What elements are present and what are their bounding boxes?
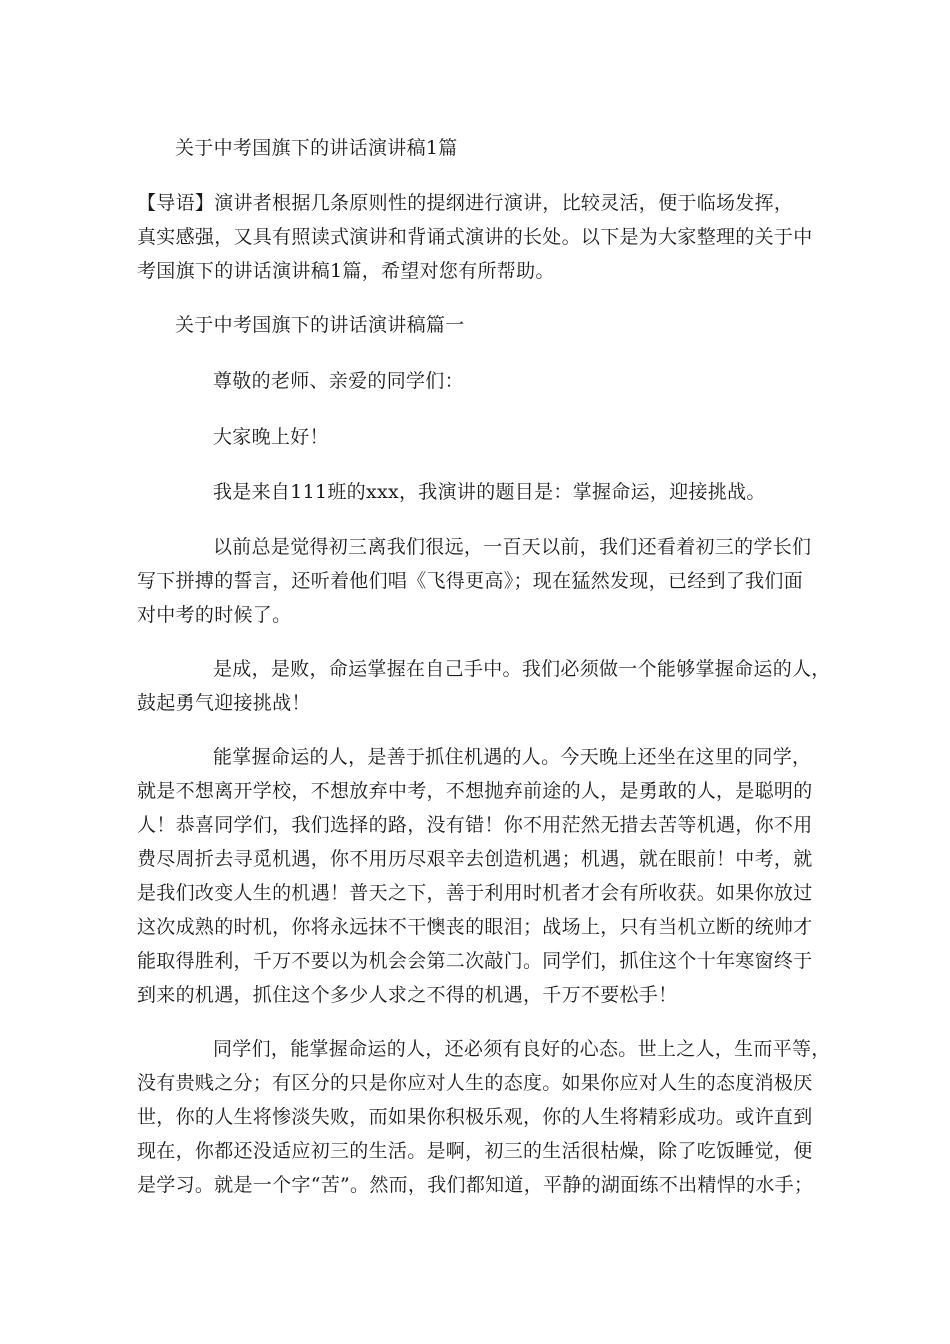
paragraph-3-line-3: 人！恭喜同学们，我们选择的路，没有错！你不用茫然无措去苦等机遇，你不用 — [137, 814, 813, 836]
intro-line-3: 考国旗下的讲话演讲稿1篇，希望对您有所帮助。 — [137, 260, 555, 282]
paragraph-3-line-7: 能取得胜利，千万不要以为机会会第二次敲门。同学们，抓住这个十年寒窗终于 — [137, 950, 813, 972]
paragraph-4-line-4: 现在，你都还没适应初三的生活。是啊，初三的生活很枯燥，除了吃饭睡觉，便 — [137, 1140, 813, 1162]
paragraph-2-line-2: 鼓起勇气迎接挑战！ — [137, 692, 311, 714]
paragraph-4-line-3: 世，你的人生将惨淡失败，而如果你积极乐观，你的人生将精彩成功。或许直到 — [137, 1106, 813, 1128]
intro-line-2: 真实感强，又具有照读式演讲和背诵式演讲的长处。以下是为大家整理的关于中 — [137, 226, 813, 248]
section-title: 关于中考国旗下的讲话演讲稿篇一 — [175, 314, 465, 336]
paragraph-2-line-1: 是成，是败，命运掌握在自己手中。我们必须做一个能够掌握命运的人， — [213, 658, 831, 680]
paragraph-4-line-2: 没有贵贱之分；有区分的只是你应对人生的态度。如果你应对人生的态度消极厌 — [137, 1072, 813, 1094]
paragraph-3-line-5: 是我们改变人生的机遇！普天之下，善于利用时机者才会有所收获。如果你放过 — [137, 882, 813, 904]
salutation: 尊敬的老师、亲爱的同学们： — [213, 370, 464, 392]
paragraph-3-line-1: 能掌握命运的人，是善于抓住机遇的人。今天晚上还坐在这里的同学， — [213, 746, 812, 768]
paragraph-3-line-4: 费尽周折去寻觅机遇，你不用历尽艰辛去创造机遇；机遇，就在眼前！中考，就 — [137, 848, 813, 870]
paragraph-1-line-3: 对中考的时候了。 — [137, 604, 292, 626]
paragraph-3-line-2: 就是不想离开学校，不想放弃中考，不想抛弃前途的人，是勇敢的人，是聪明的 — [137, 780, 813, 802]
paragraph-4-line-5: 是学习。就是一个字“苦”。然而，我们都知道，平静的湖面练不出精悍的水手； — [137, 1174, 814, 1196]
paragraph-3-line-8: 到来的机遇，抓住这个多少人求之不得的机遇，千万不要松手！ — [137, 984, 678, 1006]
greeting: 大家晚上好！ — [213, 426, 329, 448]
document-title: 关于中考国旗下的讲话演讲稿1篇 — [175, 137, 458, 159]
paragraph-4-line-1: 同学们，能掌握命运的人，还必须有良好的心态。世上之人，生而平等， — [213, 1038, 831, 1060]
paragraph-1-line-1: 以前总是觉得初三离我们很远，一百天以前，我们还看着初三的学长们 — [213, 536, 812, 558]
self-intro: 我是来自111班的xxx，我演讲的题目是：掌握命运，迎接挑战。 — [213, 481, 766, 503]
paragraph-1-line-2: 写下拼搏的誓言，还听着他们唱《飞得更高》；现在猛然发现，已经到了我们面 — [137, 570, 804, 592]
paragraph-3-line-6: 这次成熟的时机，你将永远抹不干懊丧的眼泪；战场上，只有当机立断的统帅才 — [137, 916, 813, 938]
intro-line-1: 【导语】演讲者根据几条原则性的提纲进行演讲，比较灵活，便于临场发挥， — [137, 192, 794, 214]
